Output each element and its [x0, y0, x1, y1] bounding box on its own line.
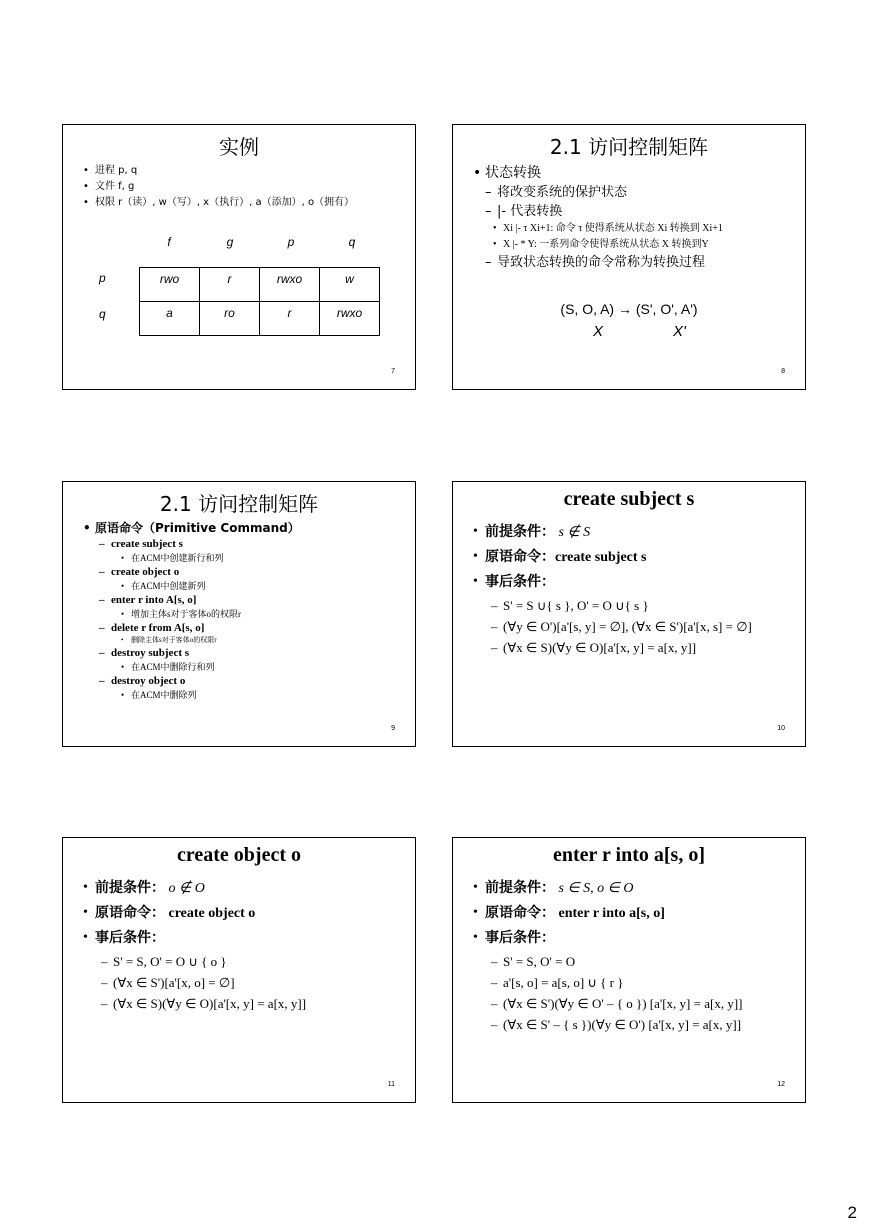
postcondition-text: – S' = S, O' = O ∪ { o }: [101, 954, 227, 969]
slide-8: [452, 124, 806, 390]
matrix-cell: rwo: [140, 268, 200, 302]
postcondition-item: [81, 993, 306, 1014]
command-item: [81, 674, 300, 688]
table-row: [140, 268, 380, 302]
command-item: [81, 537, 300, 551]
precondition: [471, 876, 742, 901]
slide-number: 8: [781, 368, 785, 375]
slide-9: [62, 481, 416, 747]
column-header: g: [226, 235, 234, 249]
primitive-label: 原语命令：: [485, 549, 555, 565]
slide-title: enter r into a[s, o]: [552, 844, 705, 866]
sub-sub-item: [471, 237, 723, 253]
slide-10: [452, 481, 806, 747]
postcondition-label: 事后条件：: [485, 574, 555, 590]
slide-7: [62, 124, 416, 390]
slide-number: 9: [391, 725, 395, 732]
slide-title: create object o: [176, 844, 301, 866]
command-name: – destroy object o: [99, 675, 185, 687]
slide-number: 10: [777, 725, 785, 732]
bullet-list: [471, 876, 742, 1035]
sub-sub-text: • Xi |- τ Xi+1: 命令 τ 使得系统从状态 Xi 转换到 Xi+1: [493, 223, 723, 234]
slide-number: 11: [387, 1081, 395, 1088]
bullet-item: • 状态转换: [471, 163, 723, 183]
column-header: f: [167, 235, 171, 249]
sub-item: – |- 代表转换: [485, 202, 723, 221]
primitive-label: 原语命令：: [95, 905, 165, 921]
access-control-matrix: [139, 267, 380, 336]
command-desc-text: • 在ACM中创建新行和列: [121, 553, 224, 563]
matrix-cell: r: [260, 302, 320, 336]
postcondition-item: [471, 595, 752, 616]
postcondition-item: [471, 616, 752, 637]
bullet-list: [81, 163, 354, 211]
command-item: [81, 621, 300, 635]
postcondition-item: [81, 972, 306, 993]
matrix-cell: ro: [200, 302, 260, 336]
bullet-list: [81, 520, 300, 702]
slide-title: create subject s: [563, 488, 695, 510]
slide-number: 7: [391, 368, 395, 375]
state-label: X: [593, 323, 604, 340]
postcondition-text: – S' = S, O' = O: [491, 954, 575, 969]
precondition-value: s ∈ S, o ∈ O: [558, 881, 634, 896]
precondition-label: 前提条件：: [95, 880, 165, 896]
command-desc: [81, 660, 300, 674]
slide-11: [62, 837, 416, 1103]
precondition-label: 前提条件：: [485, 524, 555, 540]
row-header: q: [99, 307, 106, 321]
page-number: 2: [847, 1203, 857, 1222]
command-name: – destroy subject s: [99, 647, 189, 659]
row-header: p: [99, 271, 106, 285]
postcondition-text: – (∀x ∈ S' – { s })(∀y ∈ O') [a'[x, y] = a[x, y]]: [491, 1017, 741, 1032]
matrix-cell: r: [200, 268, 260, 302]
bullet-item: • 原语命令（Primitive Command）: [81, 520, 300, 537]
matrix-cell: w: [320, 268, 380, 302]
postcondition-text: – (∀x ∈ S')(∀y ∈ O' – { o }) [a'[x, y] = a[x, y]]: [491, 996, 742, 1011]
primitive-label: 原语命令：: [485, 905, 555, 921]
postcondition-text: – (∀x ∈ S')[a'[x, o] = ∅]: [101, 975, 235, 990]
postcondition-label: 事后条件：: [95, 930, 165, 946]
precondition-label: 前提条件：: [485, 880, 555, 896]
column-header: q: [348, 235, 356, 249]
matrix-cell: a: [140, 302, 200, 336]
command-item: [81, 593, 300, 607]
slide-12: [452, 837, 806, 1103]
primitive-command: [471, 901, 742, 926]
command-name: – create object o: [99, 566, 179, 578]
postcondition-text: – S' = S ∪{ s }, O' = O ∪{ s }: [491, 598, 649, 613]
precondition-value: s ∉ S: [558, 525, 591, 540]
postcondition: [471, 570, 752, 595]
sub-sub-item: [471, 221, 723, 237]
precondition: [471, 520, 752, 545]
primitive-value: create subject s: [555, 550, 647, 565]
bullet-list: [471, 520, 752, 658]
command-desc-text: • 增加主体s对于客体o的权限r: [121, 609, 241, 619]
command-name: – enter r into A[s, o]: [99, 594, 196, 606]
sub-item: – 导致状态转换的命令常称为转换过程: [485, 253, 723, 272]
postcondition: [471, 926, 742, 951]
postcondition-text: – (∀x ∈ S)(∀y ∈ O)[a'[x, y] = a[x, y]]: [491, 640, 696, 655]
postcondition-text: – a'[s, o] = a[s, o] ∪ { r }: [491, 975, 623, 990]
bullet-list: [471, 163, 723, 272]
command-desc-text: • 删除主体s对于客体o的权限r: [121, 636, 217, 644]
postcondition: [81, 926, 306, 951]
postcondition-item: [471, 637, 752, 658]
primitive-value: create object o: [168, 906, 256, 921]
slide-title: 2.1 访问控制矩阵: [159, 492, 319, 516]
precondition: [81, 876, 306, 901]
table-row: [140, 302, 380, 336]
primitive-command: [81, 901, 306, 926]
postcondition-item: [471, 951, 742, 972]
command-name: – delete r from A[s, o]: [99, 622, 204, 634]
column-header: p: [287, 235, 295, 249]
postcondition-item: [81, 951, 306, 972]
command-desc-text: • 在ACM中创建新列: [121, 581, 206, 591]
command-item: [81, 646, 300, 660]
command-desc-text: • 在ACM中删除列: [121, 690, 197, 700]
sub-item: – 将改变系统的保护状态: [485, 183, 723, 202]
precondition-value: o ∉ O: [168, 881, 205, 896]
slide-title: 实例: [219, 135, 259, 159]
bullet-item: • 权限 r（读）, w（写）, x（执行）, a（添加）, o（拥有）: [81, 195, 354, 211]
command-desc: [81, 579, 300, 593]
postcondition-item: [471, 972, 742, 993]
slide-title: 2.1 访问控制矩阵: [549, 135, 709, 159]
slide-number: 12: [777, 1081, 785, 1088]
matrix-cell: rwxo: [320, 302, 380, 336]
postcondition-item: [471, 993, 742, 1014]
command-desc: [81, 635, 300, 646]
primitive-value: enter r into a[s, o]: [558, 906, 665, 921]
postcondition-text: – (∀y ∈ O')[a'[s, y] = ∅], (∀x ∈ S')[a'[x, s] = ∅]: [491, 619, 752, 634]
command-desc-text: • 在ACM中删除行和列: [121, 662, 215, 672]
postcondition-text: – (∀x ∈ S)(∀y ∈ O)[a'[x, y] = a[x, y]]: [101, 996, 306, 1011]
command-name: – create subject s: [99, 538, 183, 550]
primitive-command: [471, 545, 752, 570]
command-desc: [81, 688, 300, 702]
postcondition-item: [471, 1014, 742, 1035]
bullet-item: • 进程 p, q: [81, 163, 354, 179]
command-desc: [81, 551, 300, 565]
bullet-item: • 文件 f, g: [81, 179, 354, 195]
command-desc: [81, 607, 300, 621]
bullet-list: [81, 876, 306, 1014]
matrix-cell: rwxo: [260, 268, 320, 302]
command-item: [81, 565, 300, 579]
transition-formula: (S, O, A) → (S', O', A'): [560, 301, 698, 317]
state-label: X': [673, 323, 686, 340]
sub-sub-text: • X |- * Y: 一系列命令使得系统从状态 X 转换到Y: [493, 239, 709, 250]
postcondition-label: 事后条件：: [485, 930, 555, 946]
